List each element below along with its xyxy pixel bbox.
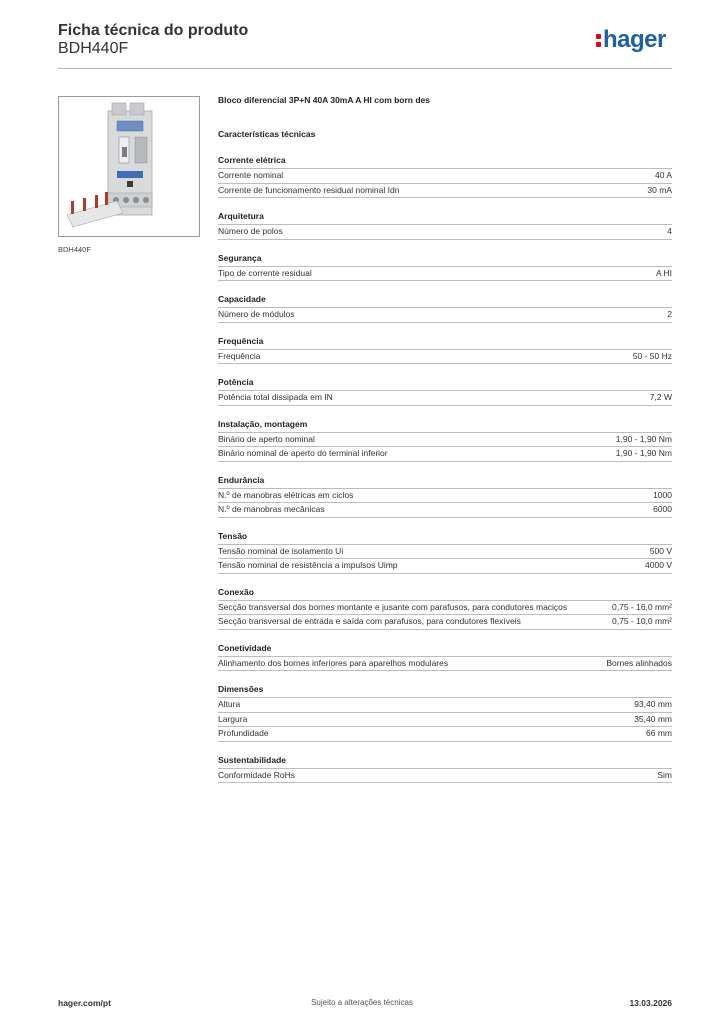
section-title: Dimensões xyxy=(218,684,672,698)
spec-label: Binário de aperto nominal xyxy=(218,433,315,444)
spec-label: N.º de manobras mecânicas xyxy=(218,504,325,514)
spec-section xyxy=(218,253,672,282)
spec-row xyxy=(218,184,672,199)
spec-row xyxy=(218,615,672,630)
spec-row xyxy=(218,433,672,448)
spec-row xyxy=(218,225,672,240)
spec-row xyxy=(218,503,672,518)
product-description: Bloco diferencial 3P+N 40A 30mA A HI com born des xyxy=(218,95,431,105)
section-title: Sustentabilidade xyxy=(218,755,672,769)
section-title: Segurança xyxy=(218,253,672,267)
spec-value: 6000 xyxy=(653,504,672,514)
section-title: Capacidade xyxy=(218,294,672,308)
spec-label: Secção transversal dos bornes montante e jusante com parafusos, para condutores maciços xyxy=(218,601,568,612)
spec-row xyxy=(218,308,672,323)
spec-row xyxy=(218,698,672,713)
section-title: Tensão xyxy=(218,531,672,545)
header-divider xyxy=(58,68,672,69)
spec-label: Conformidade RoHs xyxy=(218,769,296,780)
logo-dots-icon xyxy=(596,28,601,52)
image-caption: BDH440F xyxy=(58,245,91,254)
spec-label: Potência total dissipada em IN xyxy=(218,392,333,402)
spec-value: 93,40 mm xyxy=(634,699,672,709)
spec-value: Bornes alinhados xyxy=(606,657,672,668)
spec-row xyxy=(218,489,672,504)
spec-section xyxy=(218,155,672,198)
spec-value: 30 mA xyxy=(647,184,672,195)
footer-website: hager.com/pt xyxy=(58,998,111,1008)
spec-label: N.º de manobras elétricas em ciclos xyxy=(218,489,354,500)
spec-value: 0,75 - 16,0 mm² xyxy=(612,601,672,612)
spec-row xyxy=(218,169,672,184)
footer-disclaimer: Sujeito a alterações técnicas xyxy=(311,998,413,1007)
section-title: Frequência xyxy=(218,336,672,350)
spec-row xyxy=(218,391,672,406)
spec-value: 0,75 - 10,0 mm² xyxy=(612,616,672,626)
spec-label: Corrente nominal xyxy=(218,170,284,180)
spec-label: Tensão nominal de isolamento Ui xyxy=(218,545,344,556)
spec-label: Largura xyxy=(218,713,248,724)
spec-label: Tipo de corrente residual xyxy=(218,267,312,278)
spec-row xyxy=(218,447,672,462)
spec-label: Tensão nominal de resistência a impulsos Uimp xyxy=(218,560,398,570)
spec-row xyxy=(218,545,672,560)
spec-value: 40 A xyxy=(654,170,672,180)
spec-row xyxy=(218,769,672,784)
spec-section xyxy=(218,211,672,240)
page-title: Ficha técnica do produto xyxy=(58,22,249,39)
spec-section xyxy=(218,684,672,742)
spec-label: Binário nominal de aperto do terminal inferior xyxy=(218,448,388,458)
spec-value: A HI xyxy=(655,267,672,278)
section-title: Conetividade xyxy=(218,643,672,657)
spec-value: 1000 xyxy=(653,489,672,500)
spec-section xyxy=(218,336,672,365)
spec-label: Alinhamento dos bornes inferiores para aparelhos modulares xyxy=(218,657,449,668)
spec-row xyxy=(218,657,672,672)
section-title: Arquitetura xyxy=(218,211,672,225)
product-code: BDH440F xyxy=(58,40,129,57)
spec-label: Número de módulos xyxy=(218,309,295,319)
spec-value: 2 xyxy=(667,309,672,319)
characteristics-heading: Características técnicas xyxy=(218,129,316,139)
spec-row xyxy=(218,601,672,616)
spec-value: 66 mm xyxy=(646,728,672,738)
section-title: Instalação, montagem xyxy=(218,419,672,433)
spec-label: Número de polos xyxy=(218,226,283,236)
spec-section xyxy=(218,643,672,672)
section-title: Potência xyxy=(218,377,672,391)
spec-value: Sim xyxy=(657,769,672,780)
section-title: Endurância xyxy=(218,475,672,489)
spec-label: Corrente de funcionamento residual nominal Idn xyxy=(218,184,400,195)
spec-section xyxy=(218,475,672,518)
spec-section xyxy=(218,294,672,323)
spec-value: 4 xyxy=(667,226,672,236)
spec-value: 1,90 - 1,90 Nm xyxy=(615,433,672,444)
spec-row xyxy=(218,559,672,574)
product-image xyxy=(58,96,200,237)
spec-sections xyxy=(218,155,672,783)
spec-row xyxy=(218,713,672,728)
section-title: Conexão xyxy=(218,587,672,601)
spec-label: Altura xyxy=(218,699,241,709)
section-title: Corrente elétrica xyxy=(218,155,672,169)
spec-value: 35,40 mm xyxy=(634,713,672,724)
spec-section xyxy=(218,587,672,630)
spec-section xyxy=(218,377,672,406)
spec-value: 500 V xyxy=(649,545,672,556)
spec-section xyxy=(218,531,672,574)
spec-label: Frequência xyxy=(218,350,261,361)
spec-value: 4000 V xyxy=(645,560,672,570)
spec-row xyxy=(218,267,672,282)
footer-date: 13.03.2026 xyxy=(629,998,672,1008)
spec-label: Profundidade xyxy=(218,728,269,738)
logo-text: hager xyxy=(603,26,666,53)
spec-row xyxy=(218,350,672,365)
spec-section xyxy=(218,755,672,784)
spec-value: 1,90 - 1,90 Nm xyxy=(615,448,672,458)
spec-content xyxy=(218,95,672,783)
spec-row xyxy=(218,727,672,742)
spec-section xyxy=(218,419,672,462)
spec-value: 7,2 W xyxy=(649,392,672,402)
hager-logo xyxy=(596,28,666,52)
spec-value: 50 - 50 Hz xyxy=(632,350,672,361)
spec-label: Secção transversal de entrada e saída com parafusos, para condutores flexíveis xyxy=(218,616,521,626)
rcd-block-icon xyxy=(59,97,199,236)
